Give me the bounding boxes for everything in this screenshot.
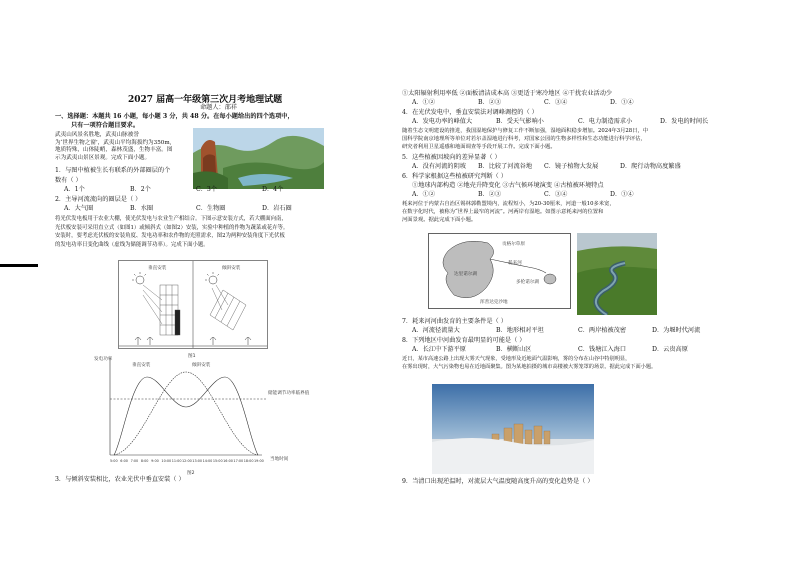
q1-option-b[interactable]: B．2个 xyxy=(130,186,151,193)
river-location-map xyxy=(428,233,571,309)
vertical-solar-panel xyxy=(160,285,180,335)
q7-option-c[interactable]: C．两岸植被茂密 xyxy=(578,327,627,334)
passage-line: 为‘世界生物之窗’，武夷山平均海拔约为350m, xyxy=(55,139,172,146)
passage-line: 国科学院南京地理所等单位对若尔盖湿地进行科考，对国家公园的生物多样性和生态功能进行科学评估， xyxy=(402,136,646,143)
fig2-tick-label: 8:00 xyxy=(140,459,149,463)
passage-4 xyxy=(402,200,615,225)
lake-duolun xyxy=(544,274,556,284)
fig1-label-tilted: 倾斜安装 xyxy=(222,266,241,271)
q7-option-a[interactable]: A．河流径流量大 xyxy=(412,327,460,334)
section-heading-2: 只有一项符合题目要求。 xyxy=(71,122,140,129)
q5-option-c[interactable]: C．镜子植物大发展 xyxy=(544,163,599,170)
fig2-tick-label: 9:00 xyxy=(151,459,159,463)
passage-line: 安装时，要考虑光伏板的安装角度、发电功率和农作物的光照需求，图2为两种安装角度下光伏板 xyxy=(55,233,285,240)
q6-option-b[interactable]: B．②③ xyxy=(478,191,502,198)
fig2-tick-label: 13:00 xyxy=(192,459,203,463)
fig2-tick-label: 11:00 xyxy=(171,459,182,463)
fig2-legend-vert: 垂直安装 xyxy=(132,363,151,368)
exam-author: 命题人：邵祥 xyxy=(200,104,238,111)
q6-option-c[interactable]: C．③④ xyxy=(544,191,568,198)
map-label-lake-east: 多伦诺尔湖 xyxy=(516,280,539,285)
map-label-river: 耗来河 xyxy=(508,261,522,266)
q5-option-d[interactable]: D．爬行动物高度繁盛 xyxy=(620,163,681,170)
fog-city-photo xyxy=(432,384,594,474)
curve-tilted xyxy=(114,372,258,455)
q3-option-d[interactable]: D．①④ xyxy=(610,99,634,106)
fig1-caption: 图1 xyxy=(188,354,196,359)
passage-3 xyxy=(402,127,648,152)
q6-option-d[interactable]: D．①④ xyxy=(610,191,634,198)
q8-option-d[interactable]: D．云贵高原 xyxy=(652,346,688,353)
passage-line: 研究者利用卫星遥感和地面调查等手段开展工作。完成下面小题。 xyxy=(402,144,556,151)
question-7: 7．耗来河河曲发育的主要条件是（ ） xyxy=(402,318,507,325)
q3-option-c[interactable]: C．③④ xyxy=(544,99,568,106)
fig2-threshold: 储能调节功率临界值 xyxy=(268,391,310,396)
q4-option-b[interactable]: B．受天气影响小 xyxy=(496,118,544,125)
curve-vertical xyxy=(114,377,258,455)
fig2-tick-label: 6:00 xyxy=(120,459,128,463)
question-3: 3．与倾斜安装相比，农业光伏中垂直安装（ ） xyxy=(55,476,185,483)
section-heading: 一、选择题：本题共 16 小题，每小题 3 分，共 48 分。在每小题给出的四个选项中， xyxy=(55,113,294,120)
fig1-label-vertical: 垂直安装 xyxy=(148,266,167,271)
fig2-ylabel: 发电功率 xyxy=(94,357,113,362)
question-2: 2．主导河流流向的圈层是（ ） xyxy=(55,196,142,203)
q5-option-b[interactable]: B．比较了河流谷地 xyxy=(478,163,533,170)
q3-items: ①太阳辐射利用率低 ②面板清洁成本高 ③更适于寒冷地区 ④干扰农业活动少 xyxy=(402,90,613,97)
passage-line: 光伏板安装可采用直立式（如图1）或倾斜式（如图2）安装，实验中种植的作物为蔬菜或花卉等。 xyxy=(55,224,289,231)
question-4: 4．在光伏发电中，垂直安装法对调峰调控的（ ） xyxy=(402,109,538,116)
question-6: 6．科学家根据这些植被研究判断（ ） xyxy=(402,173,507,180)
question-8: 8．下列地区中河曲发育最明显的可能是（ ） xyxy=(402,337,526,344)
passage-line: 在雾出现时，大气污染物也易在近地面聚集。图为某地拍摄的城市高楼被大雾笼罩的场景。据此完成下面小题。 xyxy=(402,364,657,371)
question-1: 1．与图中植被生长有联系的外部圈层的个 xyxy=(55,167,171,174)
margin-bar xyxy=(0,264,38,267)
q8-option-b[interactable]: B．横断山区 xyxy=(496,346,532,353)
fig2-tick-label: 16:00 xyxy=(223,459,233,463)
q1-option-a[interactable]: A．1个 xyxy=(64,186,85,193)
passage-line: 在数字化时代，被称为“世界上最窄的河流”。河两岸有湿地。如图示意耗来河的位置和 xyxy=(402,209,604,216)
fig2-tick-label: 12:00 xyxy=(182,459,192,463)
river-photo xyxy=(577,233,657,315)
q6-option-a[interactable]: A．①② xyxy=(412,191,436,198)
passage-line: 的发电功率日变化曲线（虚线为储能调节功率）。完成下面小题。 xyxy=(55,241,209,248)
passage-line: 近日，某市高速公路上出现大雾天气现象，受地形及近地面气温影响，雾的分布在山谷中特别明显， xyxy=(402,356,631,362)
fig2-tick-label: 14:00 xyxy=(202,459,213,463)
passage-2 xyxy=(55,215,288,249)
q4-option-c[interactable]: C．电力制造需求小 xyxy=(578,118,633,125)
q4-option-a[interactable]: A．发电功率的峰值大 xyxy=(412,118,473,125)
passage-line: 地质特殊，山体陡峭，森林茂盛，生物丰富。图 xyxy=(55,147,173,154)
fig2-legend-tilt: 倾斜安装 xyxy=(192,363,211,368)
q2-option-b[interactable]: B．水圈 xyxy=(130,205,154,212)
question-9: 9．当清口出现逆温时，对流层大气温度随高度升高的变化趋势是（ ） xyxy=(402,478,594,485)
exam-title: 2027 届高一年级第三次月考地理试题 xyxy=(128,95,283,105)
q7-option-b[interactable]: B．地形相对平坦 xyxy=(496,327,544,334)
passage-line: 将光伏发电板用于农业大棚，使光伏发电与农业生产相结合。下图示意安装方式，若大棚面向南， xyxy=(55,216,287,222)
fig2-caption: 图2 xyxy=(187,471,195,476)
q2-option-c[interactable]: C．生物圈 xyxy=(196,205,226,212)
q7-option-d[interactable]: D．为堰时代河流 xyxy=(652,327,701,334)
question-1b: 数有（ ） xyxy=(55,177,82,184)
map-label-south: 浑善达克沙地 xyxy=(480,300,508,305)
q3-option-a[interactable]: A．①② xyxy=(412,99,436,106)
q1-option-c[interactable]: C．3个 xyxy=(196,186,218,193)
q4-option-d[interactable]: D．发电的时间长 xyxy=(660,118,709,125)
sun-icon xyxy=(132,272,146,284)
fig2-xlabel: 当地时间 xyxy=(270,457,289,462)
fig2-tick-label: 15:00 xyxy=(212,459,223,463)
q5-option-a[interactable]: A．没有河流的阴坡 xyxy=(412,163,466,170)
passage-line: 武夷山风景名胜地，武夷山脉被誉 xyxy=(55,132,139,138)
passage-line: 河面景观。据此完成下面小题。 xyxy=(402,217,477,224)
figure-1 xyxy=(118,260,268,360)
wuyi-mountain-photo xyxy=(193,128,324,189)
q8-option-c[interactable]: C．钱塘江入海口 xyxy=(578,346,627,353)
passage-line: 随着生态文明建设的推进，我国湿地保护与修复工作不断加强，湿地面积稳步增加。2024年3月28日，中 xyxy=(402,128,649,134)
sun-icon xyxy=(205,272,219,284)
passage-1 xyxy=(55,132,172,162)
fig2-tick-label: 5:00 xyxy=(110,459,118,463)
fig2-tick-label: 18:00 xyxy=(243,459,254,463)
figure-2-chart xyxy=(92,352,332,477)
fig2-tick-label: 10:00 xyxy=(161,459,172,463)
q6-items: ①地球内部构造 ②地壳升降变化 ③古气候环境演变 ④古植被环境特点 xyxy=(412,182,604,189)
question-5: 5．这些植被因坡向的差异显著（ ） xyxy=(402,154,501,161)
q2-option-d[interactable]: D．岩石圈 xyxy=(262,205,292,212)
passage-5 xyxy=(402,355,656,372)
map-label-lake-west: 达里诺尔湖 xyxy=(454,272,477,277)
fig2-tick-label: 19:00 xyxy=(254,459,264,463)
q8-option-a[interactable]: A．长江中下游平原 xyxy=(412,346,466,353)
q2-option-a[interactable]: A．大气圈 xyxy=(64,205,94,212)
q1-option-d[interactable]: D．4个 xyxy=(262,186,284,193)
tilted-solar-panel xyxy=(210,290,246,330)
fig2-tick-label: 7:00 xyxy=(130,459,139,463)
passage-line: 示为武夷山景区景观。完成下面小题。 xyxy=(55,154,151,161)
fig2-tick-label: 17:00 xyxy=(233,459,244,463)
map-label-north: 贡格尔草原 xyxy=(502,242,525,247)
q3-option-b[interactable]: B．②③ xyxy=(478,99,502,106)
passage-line: 耗来河位于内蒙古自治区锡林郭勒盟境内，流程短小，为20-30厘米，河道一般10多米宽， xyxy=(402,201,615,207)
